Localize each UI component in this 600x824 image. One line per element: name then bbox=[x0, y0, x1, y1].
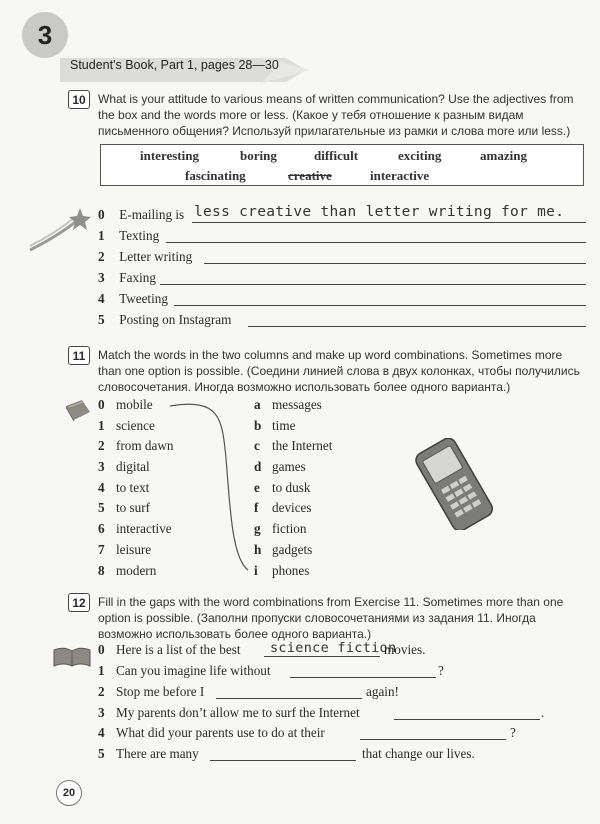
exercise-11-number: 11 bbox=[68, 346, 90, 365]
page-number: 20 bbox=[56, 780, 82, 806]
exercise-11-instruction-en: Match the words in the two columns and make up word combinations. Sometimes more than one option is possible. bbox=[98, 348, 563, 378]
answer-line[interactable] bbox=[160, 284, 586, 285]
ex11-right-item: a messages bbox=[254, 397, 322, 412]
unit-number-badge: 3 bbox=[22, 12, 68, 58]
ex12-item-0-after: movies. bbox=[384, 642, 426, 657]
ex12-item-0: 0 Here is a list of the best bbox=[98, 642, 241, 657]
ex11-right-item: c the Internet bbox=[254, 438, 333, 453]
ex11-left-item: 5 to surf bbox=[98, 500, 151, 515]
answer-line[interactable] bbox=[204, 263, 586, 264]
adjective-word: exciting bbox=[398, 148, 442, 163]
mobile-phone-icon bbox=[410, 438, 500, 530]
answer-line[interactable] bbox=[174, 305, 586, 306]
answer-line[interactable] bbox=[360, 739, 506, 740]
item-number: 1 bbox=[98, 228, 105, 243]
ex11-right-item: g fiction bbox=[254, 521, 307, 536]
item-number: 3 bbox=[98, 270, 105, 285]
ex12-item-5: 5 There are many bbox=[98, 746, 199, 761]
ex12-item-1-after: ? bbox=[438, 663, 444, 678]
ex12-item-3-after: . bbox=[541, 705, 545, 720]
book-reference: Student's Book, Part 1, pages 28—30 bbox=[70, 58, 279, 72]
ex11-left-item: 3 digital bbox=[98, 459, 150, 474]
book-icon bbox=[64, 398, 92, 422]
exercise-12-instruction-en: Fill in the gaps with the word combinations from Exercise 11. Sometimes more than one option is possible. bbox=[98, 595, 564, 625]
answer-line[interactable] bbox=[394, 719, 540, 720]
item-text: E-mailing is bbox=[119, 207, 185, 222]
ex10-item-3 bbox=[98, 270, 156, 286]
ex10-item-1 bbox=[98, 228, 159, 244]
adjective-word: amazing bbox=[480, 148, 527, 163]
ex12-item-4-after: ? bbox=[510, 725, 516, 740]
answer-line[interactable] bbox=[166, 242, 586, 243]
ex12-item-3: 3 My parents don’t allow me to surf the Internet bbox=[98, 705, 360, 720]
exercise-12-instruction-ru: (Заполни пропуски словосочетаниями из задания 11. Иногда возможно использовать более одного варианта.) bbox=[98, 611, 536, 641]
ex12-item-2-after: again! bbox=[366, 684, 399, 699]
ex10-item-5 bbox=[98, 312, 231, 328]
ex10-item-4 bbox=[98, 291, 168, 307]
adjective-word: boring bbox=[240, 148, 277, 163]
ex10-item-2 bbox=[98, 249, 192, 265]
adjective-word: interesting bbox=[140, 148, 199, 163]
answer-line[interactable] bbox=[248, 326, 586, 327]
answer-line[interactable] bbox=[290, 677, 436, 678]
answer-line[interactable] bbox=[210, 760, 356, 761]
ex12-item-2: 2 Stop me before I bbox=[98, 684, 205, 699]
ex11-right-item: d games bbox=[254, 459, 306, 474]
ex11-left-item: 6 interactive bbox=[98, 521, 172, 536]
ex10-item-0 bbox=[98, 207, 184, 223]
item-text: Faxing bbox=[119, 270, 156, 285]
exercise-12-number: 12 bbox=[68, 593, 90, 612]
exercise-12-instruction bbox=[98, 594, 586, 642]
exercise-10-instruction-ru: (Какое у тебя отношение к разным видам письменного общения? Используй прилагательные из рамки и слова more или less.) bbox=[98, 108, 571, 138]
ex11-left-item: 1 science bbox=[98, 418, 155, 433]
ex12-item-5-after: that change our lives. bbox=[362, 746, 475, 761]
adjective-word-crossed: creative bbox=[288, 168, 332, 183]
match-connector-line bbox=[160, 398, 260, 578]
ex11-left-item: 2 from dawn bbox=[98, 438, 174, 453]
ex11-left-item: 7 leisure bbox=[98, 542, 152, 557]
item-text: Tweeting bbox=[119, 291, 168, 306]
item-text: Letter writing bbox=[119, 249, 193, 264]
ex12-item-1: 1 Can you imagine life without bbox=[98, 663, 271, 678]
exercise-11-instruction-ru: (Соедини линией слова в двух колонках, чтобы получились словосочетания. Иногда возможно использовать более одного варианта.) bbox=[98, 364, 580, 394]
ex11-right-item: f devices bbox=[254, 500, 312, 515]
item-number: 2 bbox=[98, 249, 105, 264]
item-text: Texting bbox=[119, 228, 160, 243]
item-number: 0 bbox=[98, 207, 105, 222]
item-number: 5 bbox=[98, 312, 105, 327]
ex11-right-item: h gadgets bbox=[254, 542, 313, 557]
item-number: 4 bbox=[98, 291, 105, 306]
answer-line bbox=[192, 222, 586, 223]
adjective-word: interactive bbox=[370, 168, 430, 183]
ex11-left-item: 4 to text bbox=[98, 480, 150, 495]
answer-line bbox=[264, 656, 380, 657]
ex11-left-item: 8 modern bbox=[98, 563, 157, 578]
adjective-word: fascinating bbox=[185, 168, 246, 183]
adjective-word: difficult bbox=[314, 148, 359, 163]
item-text: Posting on Instagram bbox=[119, 312, 232, 327]
exercise-10-number: 10 bbox=[68, 90, 90, 109]
exercise-10-instruction-en: What is your attitude to various means of written communication? Use the adjectives from the box and the words more or less. bbox=[98, 92, 574, 122]
open-book-icon bbox=[52, 644, 92, 668]
ex11-right-item: i phones bbox=[254, 563, 310, 578]
ex10-answer-0: less creative than letter writing for me. bbox=[194, 204, 565, 220]
exercise-10-instruction bbox=[98, 91, 586, 139]
ex12-item-4: 4 What did your parents use to do at their bbox=[98, 725, 325, 740]
ex11-right-item: b time bbox=[254, 418, 296, 433]
ex11-right-item: e to dusk bbox=[254, 480, 311, 495]
ex12-answer-0: science fiction bbox=[270, 640, 397, 656]
answer-line[interactable] bbox=[216, 698, 362, 699]
exercise-11-instruction bbox=[98, 347, 586, 395]
ex11-left-item: 0 mobile bbox=[98, 397, 153, 412]
example-star-icon bbox=[28, 206, 92, 256]
